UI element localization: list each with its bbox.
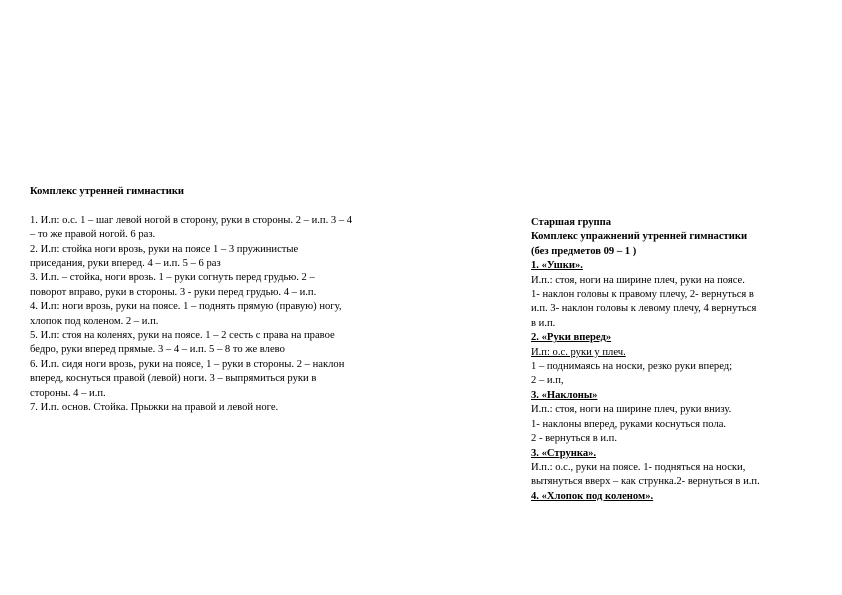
group-heading: Старшая группа bbox=[531, 217, 612, 228]
text-line: И.п: о.с. руки у плеч. bbox=[531, 346, 626, 358]
text-line: хлопок под коленом. 2 – и.п. bbox=[30, 315, 159, 327]
text-line: 3. И.п. – стойка, ноги врозь. 1 – руки согнуть перед грудью. 2 – bbox=[30, 272, 315, 284]
text-line: 1. И.п: о.с. 1 – шаг левой ногой в сторону, руки в стороны. 2 – и.п. 3 – 4 bbox=[30, 214, 353, 226]
text-line: 5. И.п: стоя на коленях, руки на поясе. 1 – 2 сесть с права на правое bbox=[30, 330, 335, 342]
text-line: 2 - вернуться в и.п. bbox=[531, 433, 617, 445]
text-line: вытянуться вверх – как струнка.2- вернуться в и.п. bbox=[531, 476, 760, 488]
text-line: поворот вправо, руки в стороны. 3 - руки перед грудью. 4 – и.п. bbox=[30, 286, 317, 298]
text-line: 4. И.п: ноги врозь, руки на поясе. 1 – поднять прямую (правую) ногу, bbox=[30, 301, 342, 313]
text-line: бедро, руки вперед прямые. 3 – 4 – и.п. 5 – 8 то же влево bbox=[30, 344, 285, 356]
exercise-title: 2. «Руки вперед» bbox=[531, 332, 612, 344]
text-line: – то же правой ногой. 6 раз. bbox=[30, 229, 156, 241]
spacer bbox=[30, 199, 400, 213]
text-line: приседания, руки вперед. 4 – и.п. 5 – 6 раз bbox=[30, 258, 221, 270]
text-line: 2 – и.п, bbox=[531, 375, 564, 387]
text-line: 1- наклоны вперед, руками коснуться пола. bbox=[531, 418, 727, 430]
text-line: в и.п. bbox=[531, 317, 556, 329]
text-line: вперед, коснуться правой (левой) ноги. 3 – выпрямиться руки в bbox=[30, 373, 317, 385]
right-subtitle: (без предметов 09 – 1 ) bbox=[531, 245, 637, 257]
exercise-title: 1. «Ушки». bbox=[531, 260, 583, 272]
text-line: И.п.: стоя, ноги на ширине плеч, руки внизу. bbox=[531, 404, 732, 416]
exercise-title: 4. «Хлопок под коленом». bbox=[531, 490, 654, 502]
left-title: Комплекс утренней гимнастики bbox=[30, 186, 185, 197]
text-line: И.п.: стоя, ноги на ширине плеч, руки на поясе. bbox=[531, 274, 745, 286]
text-line: стороны. 4 – и.п. bbox=[30, 387, 106, 399]
text-line: И.п.: о.с., руки на поясе. 1- подняться на носки, bbox=[531, 461, 746, 473]
left-exercise-list bbox=[30, 214, 400, 416]
right-title: Комплекс упражнений утренней гимнастики bbox=[531, 231, 748, 243]
text-line: 7. И.п. основ. Стойка. Прыжки на правой и левой ноге. bbox=[30, 402, 279, 414]
text-line: 1 – поднимаясь на носки, резко руки вперед; bbox=[531, 361, 733, 373]
exercise-title: 3. «Струнка». bbox=[531, 447, 597, 459]
left-column bbox=[30, 185, 400, 415]
right-column bbox=[531, 216, 811, 504]
text-line: и.п. 3- наклон головы к левому плечу, 4 вернуться bbox=[531, 303, 757, 315]
text-line: 6. И.п. сидя ноги врозь, руки на поясе, 1 – руки в стороны. 2 – наклон bbox=[30, 358, 345, 370]
text-line: 2. И.п: стойка ноги врозь, руки на поясе 1 – 3 пружинистые bbox=[30, 243, 299, 255]
text-line: 1- наклон головы к правому плечу, 2- вернуться в bbox=[531, 289, 754, 301]
exercise-title: 3. «Наклоны» bbox=[531, 389, 598, 401]
